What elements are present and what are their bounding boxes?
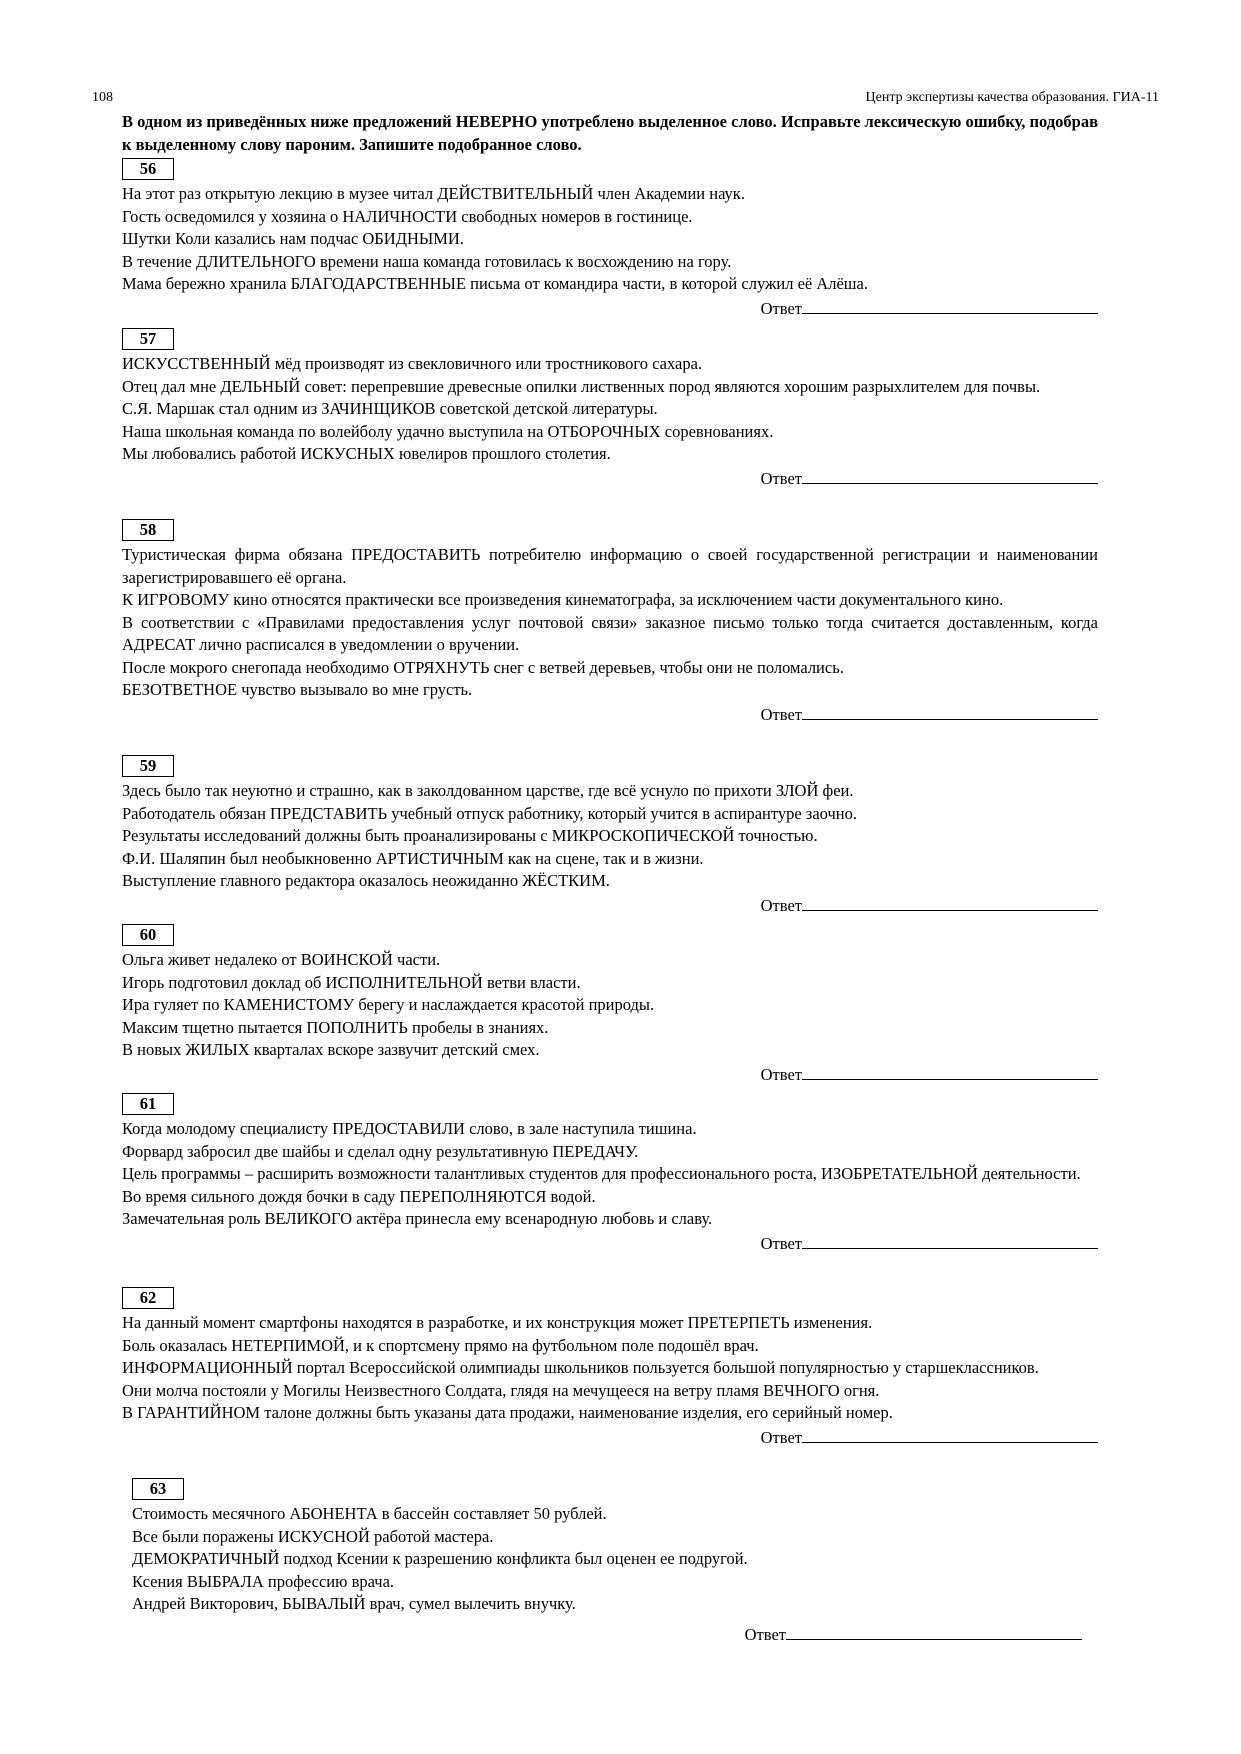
- answer-label: Ответ: [760, 1064, 802, 1084]
- task-number: 58: [122, 519, 174, 541]
- sentence: На данный момент смартфоны находятся в разработке, и их конструкция может ПРЕТЕРПЕТЬ изменения.: [122, 1313, 873, 1332]
- answer-row: [122, 702, 1098, 724]
- sentence: Наша школьная команда по волейболу удачно выступила на ОТБОРОЧНЫХ соревнованиях.: [122, 421, 774, 441]
- answer-field[interactable]: [802, 466, 1098, 484]
- sentence: После мокрого снегопада необходимо ОТРЯХНУТЬ снег с ветвей деревьев, чтобы они не поломались.: [122, 657, 844, 677]
- task-number: 59: [122, 755, 174, 777]
- sentence: С.Я. Маршак стал одним из ЗАЧИНЩИКОВ советской детской литературы.: [122, 399, 658, 418]
- sentence: В соответствии с «Правилами предоставления услуг почтовой связи» заказное письмо только тогда считается доставленным, когда АДРЕСАТ лично расписался в уведомлении о вручении.: [122, 612, 1098, 654]
- sentence: Выступление главного редактора оказалось неожиданно ЖЁСТКИМ.: [122, 871, 610, 890]
- answer-row: [122, 1231, 1098, 1253]
- task-number: 61: [122, 1093, 174, 1115]
- sentence: В ГАРАНТИЙНОМ талоне должны быть указаны дата продажи, наименование изделия, его серийный номер.: [122, 1403, 893, 1422]
- task-56: [122, 158, 1098, 318]
- answer-row: [122, 893, 1098, 915]
- task-59: [122, 755, 1098, 915]
- sentence: ДЕМОКРАТИЧНЫЙ подход Ксении к разрешению конфликта был оценен ее подругой.: [132, 1549, 748, 1568]
- sentence: Андрей Викторович, БЫВАЛЫЙ врач, сумел вылечить внучку.: [132, 1594, 576, 1613]
- sentence: Ольга живет недалеко от ВОИНСКОЙ части.: [122, 950, 441, 969]
- sentence: К ИГРОВОМУ кино относятся практически все произведения кинематографа, за исключением части документального кино.: [122, 590, 1004, 609]
- page-number: 108: [92, 90, 113, 105]
- sentence: Боль оказалась НЕТЕРПИМОЙ, и к спортсмену прямо на футбольном поле подошёл врач.: [122, 1335, 759, 1355]
- sentence: БЕЗОТВЕТНОЕ чувство вызывало во мне грусть.: [122, 680, 473, 699]
- answer-row: [132, 1622, 1082, 1644]
- sentence: Мама бережно хранила БЛАГОДАРСТВЕННЫЕ письма от командира части, в которой служил её Алёша.: [122, 274, 868, 293]
- sentence: Результаты исследований должны быть проанализированы с МИКРОСКОПИЧЕСКОЙ точностью.: [122, 826, 818, 845]
- sentence: Туристическая фирма обязана ПРЕДОСТАВИТЬ потребителю информацию о своей государственной регистрации и наименовании зарегистрировавшего её органа.: [122, 545, 1098, 587]
- sentence: Максим тщетно пытается ПОПОЛНИТЬ пробелы в знаниях.: [122, 1017, 549, 1037]
- sentence: Они молча постояли у Могилы Неизвестного Солдата, глядя на мечущееся на ветру пламя ВЕЧНОГО огня.: [122, 1380, 880, 1400]
- task-number: 63: [132, 1478, 184, 1500]
- sentence: Здесь было так неуютно и страшно, как в заколдованном царстве, где всё уснуло по прихоти ЗЛОЙ феи.: [122, 781, 854, 800]
- center-name: Центр экспертизы качества образования. ГИА-11: [865, 90, 1159, 105]
- sentence: Мы любовались работой ИСКУСНЫХ ювелиров прошлого столетия.: [122, 444, 611, 463]
- answer-row: [122, 1062, 1098, 1084]
- answer-field[interactable]: [802, 296, 1098, 314]
- sentence: В течение ДЛИТЕЛЬНОГО времени наша команда готовилась к восхождению на гору.: [122, 251, 732, 271]
- answer-row: [122, 296, 1098, 318]
- sentence: Ира гуляет по КАМЕНИСТОМУ берегу и наслаждается красотой природы.: [122, 995, 655, 1014]
- sentence: Работодатель обязан ПРЕДСТАВИТЬ учебный отпуск работнику, который учится в аспирантуре заочно.: [122, 803, 857, 823]
- answer-row: [122, 1425, 1098, 1447]
- task-number: 57: [122, 328, 174, 350]
- sentence: Ф.И. Шаляпин был необыкновенно АРТИСТИЧНЫМ как на сцене, так и в жизни.: [122, 848, 704, 868]
- answer-field[interactable]: [802, 1425, 1098, 1443]
- task-number: 60: [122, 924, 174, 946]
- answer-label: Ответ: [760, 895, 802, 915]
- sentence: Игорь подготовил доклад об ИСПОЛНИТЕЛЬНОЙ ветви власти.: [122, 972, 581, 992]
- sentence: Замечательная роль ВЕЛИКОГО актёра принесла ему всенародную любовь и славу.: [122, 1209, 713, 1228]
- sentence: Отец дал мне ДЕЛЬНЫЙ совет: перепревшие древесные опилки лиственных пород являются хорошим разрыхлителем для почвы.: [122, 376, 1041, 396]
- sentence: В новых ЖИЛЫХ кварталах вскоре зазвучит детский смех.: [122, 1040, 540, 1059]
- task-61: [122, 1093, 1098, 1253]
- sentence: Ксения ВЫБРАЛА профессию врача.: [132, 1571, 395, 1591]
- answer-row: [122, 466, 1098, 488]
- task-number: 62: [122, 1287, 174, 1309]
- task-58: [122, 519, 1098, 724]
- sentence: Шутки Коли казались нам подчас ОБИДНЫМИ.: [122, 229, 464, 248]
- sentence: ИСКУССТВЕННЫЙ мёд производят из свекловичного или тростникового сахара.: [122, 354, 703, 373]
- task-57: [122, 328, 1098, 488]
- sentence: ИНФОРМАЦИОННЫЙ портал Всероссийской олимпиады школьников пользуется большой популярностью у старшеклассников.: [122, 1358, 1039, 1377]
- answer-field[interactable]: [802, 1231, 1098, 1249]
- sentence: Гость осведомился у хозяина о НАЛИЧНОСТИ свободных номеров в гостинице.: [122, 206, 693, 226]
- answer-field[interactable]: [802, 702, 1098, 720]
- sentence: На этот раз открытую лекцию в музее читал ДЕЙСТВИТЕЛЬНЫЙ член Академии наук.: [122, 184, 745, 203]
- sentence: Стоимость месячного АБОНЕНТА в бассейн составляет 50 рублей.: [132, 1504, 607, 1523]
- answer-field[interactable]: [802, 893, 1098, 911]
- answer-label: Ответ: [760, 298, 802, 318]
- task-number: 56: [122, 158, 174, 180]
- answer-field[interactable]: [802, 1062, 1098, 1080]
- sentence: Цель программы – расширить возможности талантливых студентов для профессионального роста, ИЗОБРЕТАТЕЛЬНОЙ деятельности.: [122, 1164, 1081, 1183]
- sentence: Когда молодому специалисту ПРЕДОСТАВИЛИ слово, в зале наступила тишина.: [122, 1119, 697, 1138]
- answer-label: Ответ: [744, 1624, 786, 1644]
- task-62: [122, 1287, 1098, 1447]
- answer-label: Ответ: [760, 704, 802, 724]
- answer-label: Ответ: [760, 468, 802, 488]
- sentence: Форвард забросил две шайбы и сделал одну результативную ПЕРЕДАЧУ.: [122, 1141, 639, 1161]
- answer-field[interactable]: [786, 1622, 1082, 1640]
- sentence: Во время сильного дождя бочки в саду ПЕРЕПОЛНЯЮТСЯ водой.: [122, 1186, 596, 1206]
- task-63: [132, 1478, 1082, 1644]
- sentence: Все были поражены ИСКУСНОЙ работой мастера.: [132, 1526, 494, 1546]
- task-60: [122, 924, 1098, 1084]
- answer-label: Ответ: [760, 1427, 802, 1447]
- task-instruction: В одном из приведённых ниже предложений НЕВЕРНО употреблено выделенное слово. Исправьте лексическую ошибку, подобрав к выделенному слову пароним. Запишите подобранное слово.: [122, 112, 1098, 154]
- page-header: [92, 90, 1159, 112]
- answer-label: Ответ: [760, 1233, 802, 1253]
